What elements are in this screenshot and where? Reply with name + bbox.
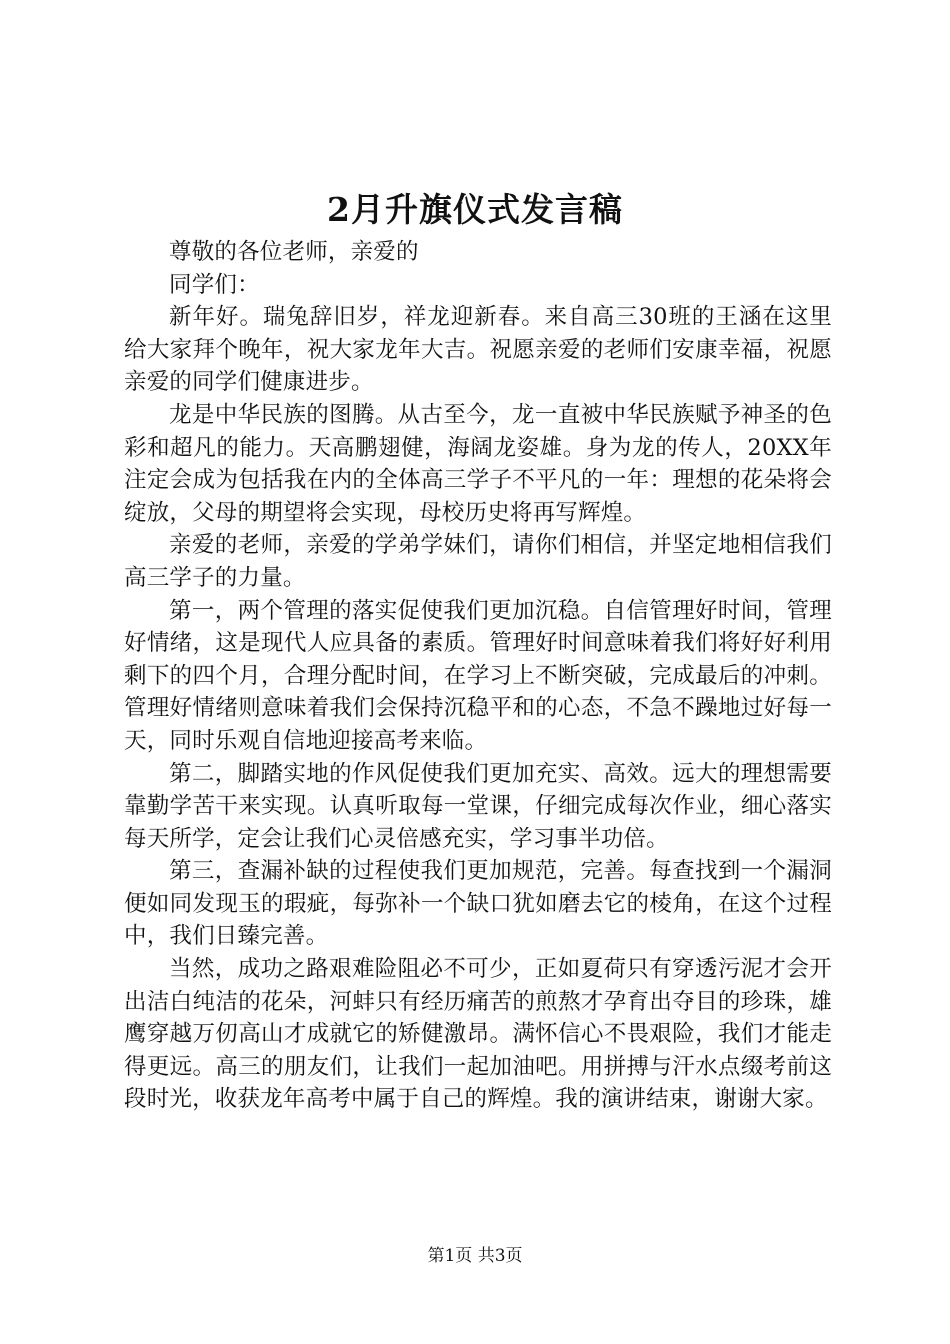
paragraph: 龙是中华民族的图腾。从古至今，龙一直被中华民族赋予神圣的色彩和超凡的能力。天高鹏翅健，海阔龙姿雄。身为龙的传人，20XX年注定会成为包括我在内的全体高三学子不平凡的一年：理想的花朵将会绽放，父母的期望将会实现，母校历史将再写辉煌。	[124, 401, 832, 526]
salutation-line: 同学们：	[169, 271, 260, 298]
paragraph: 第一，两个管理的落实促使我们更加沉稳。自信管理好时间，管理好情绪，这是现代人应具备的素质。管理好时间意味着我们将好好利用剩下的四个月，合理分配时间，在学习上不断突破，完成最后的冲刺。管理好情绪则意味着我们会保持沉稳平和的心态，不急不躁地过好每一天，同时乐观自信地迎接高考来临。	[124, 597, 832, 754]
salutation-line: 尊敬的各位老师，亲爱的	[169, 239, 419, 265]
paragraph: 第二，脚踏实地的作风促使我们更加充实、高效。远大的理想需要靠勤学苦干来实现。认真听取每一堂课，仔细完成每次作业，细心落实每天所学，定会让我们心灵倍感充实，学习事半功倍。	[124, 760, 832, 852]
paragraph: 新年好。瑞兔辞旧岁，祥龙迎新春。来自高三30班的王涵在这里给大家拜个晚年，祝大家龙年大吉。祝愿亲爱的老师们安康幸福，祝愿亲爱的同学们健康进步。	[124, 304, 832, 396]
document-title: 2月升旗仪式发言稿	[327, 190, 623, 229]
paragraph: 当然，成功之路艰难险阻必不可少，正如夏荷只有穿透污泥才会开出洁白纯洁的花朵，河蚌只有经历痛苦的煎熬才孕育出夺目的珍珠，雄鹰穿越万仞高山才成就它的矫健激昂。满怀信心不畏艰险，我们才能走得更远。高三的朋友们，让我们一起加油吧。用拼搏与汗水点缀考前这段时光，收获龙年高考中属于自己的辉煌。我的演讲结束，谢谢大家。	[124, 956, 832, 1113]
paragraph: 亲爱的老师，亲爱的学弟学妹们，请你们相信，并坚定地相信我们高三学子的力量。	[124, 532, 832, 591]
document-body	[124, 236, 832, 1116]
page-indicator: 第1页 共3页	[427, 1246, 523, 1266]
paragraph: 第三，查漏补缺的过程使我们更加规范，完善。每查找到一个漏洞便如同发现玉的瑕疵，每弥补一个缺口犹如磨去它的棱角，在这个过程中，我们日臻完善。	[124, 858, 832, 950]
